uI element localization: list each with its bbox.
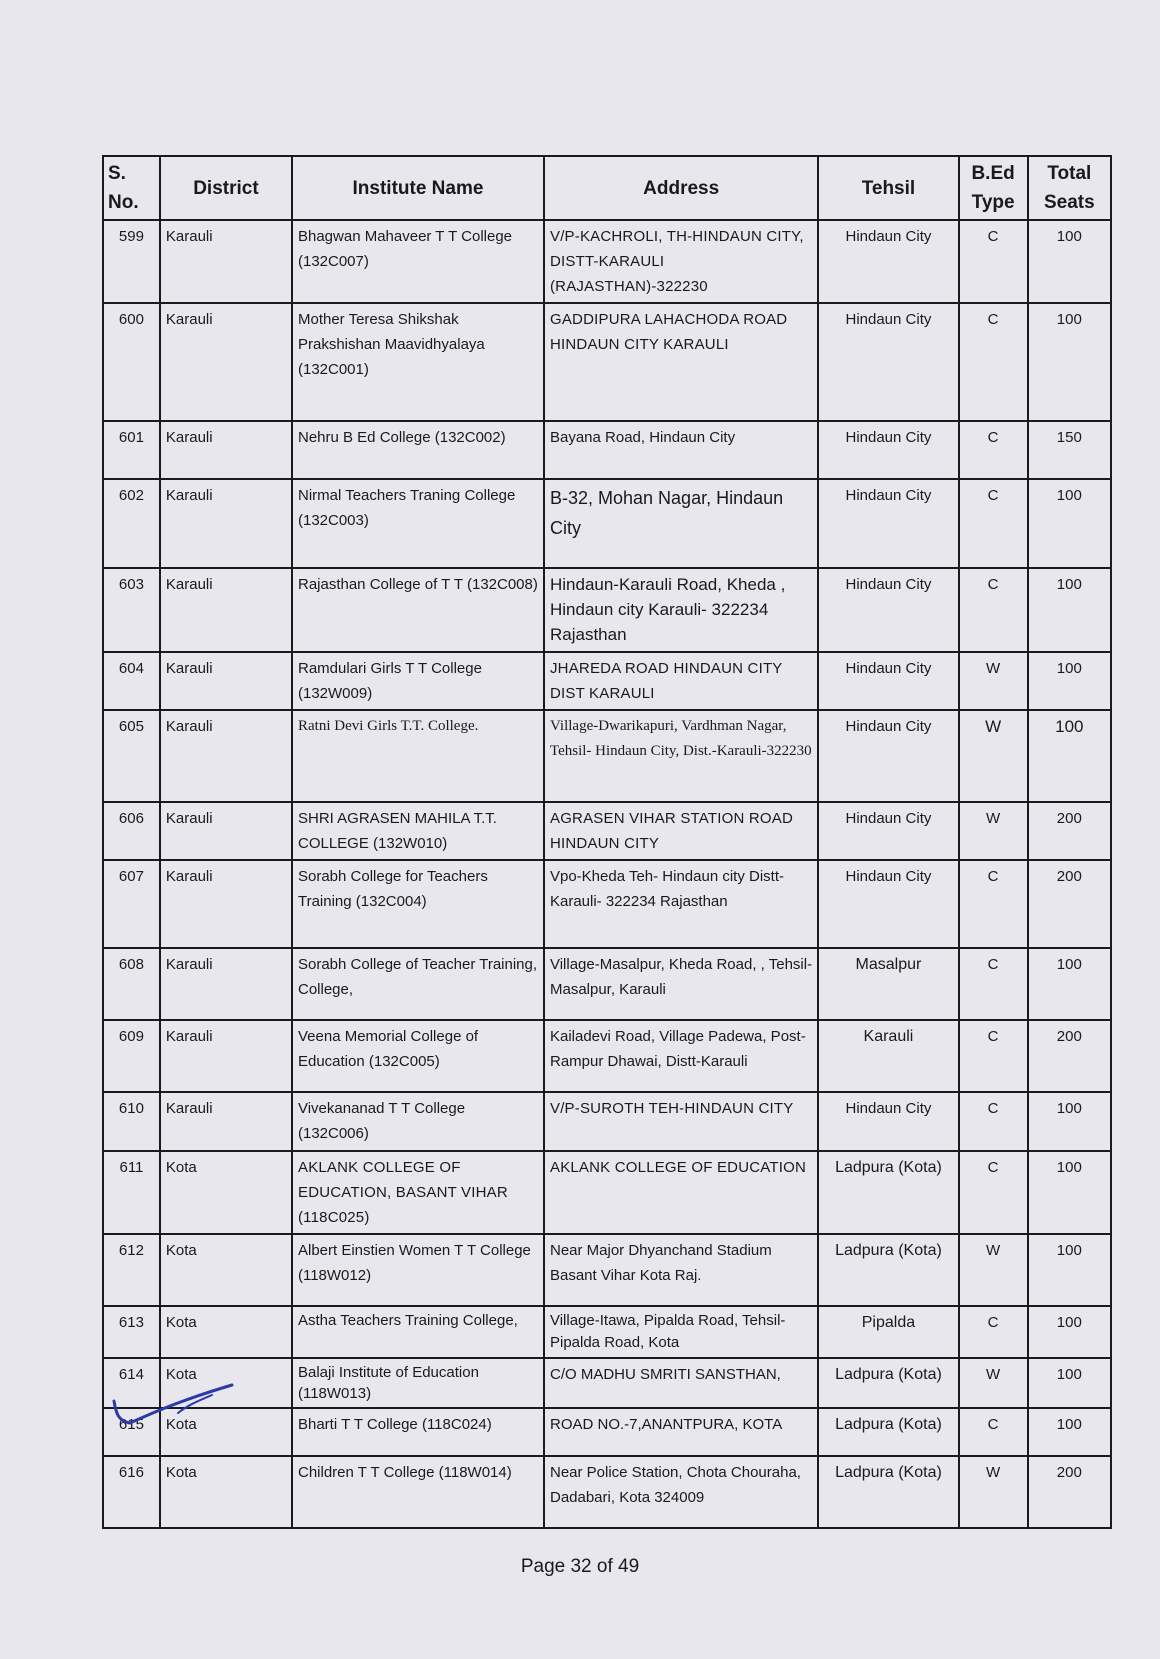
cell-type: C	[959, 1306, 1028, 1358]
cell-seats: 100	[1028, 948, 1111, 1020]
cell-address: ROAD NO.-7,ANANTPURA, KOTA	[544, 1408, 818, 1456]
cell-sno: 599	[103, 220, 160, 303]
cell-institute: Ratni Devi Girls T.T. College.	[292, 710, 544, 802]
table-row	[103, 1456, 1111, 1528]
cell-district: Kota	[160, 1234, 292, 1306]
cell-institute: Sorabh College for Teachers Training (132C004)	[292, 860, 544, 948]
cell-institute: Vivekananad T T College (132C006)	[292, 1092, 544, 1151]
cell-sno: 600	[103, 303, 160, 421]
cell-institute: Children T T College (118W014)	[292, 1456, 544, 1528]
cell-institute: AKLANK COLLEGE OF EDUCATION, BASANT VIHAR (118C025)	[292, 1151, 544, 1234]
cell-sno: 607	[103, 860, 160, 948]
table-row	[103, 860, 1111, 948]
cell-address: Hindaun-Karauli Road, Kheda , Hindaun city Karauli- 322234 Rajasthan	[544, 568, 818, 652]
cell-seats: 150	[1028, 421, 1111, 479]
cell-seats: 100	[1028, 479, 1111, 568]
cell-type: C	[959, 860, 1028, 948]
header-row	[103, 156, 1111, 220]
cell-sno: 601	[103, 421, 160, 479]
header-seats: Total Seats	[1028, 156, 1111, 220]
cell-institute: Astha Teachers Training College,	[292, 1306, 544, 1358]
cell-district: Karauli	[160, 479, 292, 568]
table-row	[103, 568, 1111, 652]
header-tehsil: Tehsil	[818, 156, 958, 220]
cell-type: C	[959, 1092, 1028, 1151]
cell-address: Bayana Road, Hindaun City	[544, 421, 818, 479]
cell-seats: 100	[1028, 303, 1111, 421]
cell-district: Kota	[160, 1408, 292, 1456]
cell-district: Karauli	[160, 421, 292, 479]
cell-district: Kota	[160, 1151, 292, 1234]
header-type: B.Ed Type	[959, 156, 1028, 220]
cell-type: C	[959, 1020, 1028, 1092]
cell-tehsil: Hindaun City	[818, 303, 958, 421]
cell-address: V/P-KACHROLI, TH-HINDAUN CITY, DISTT-KARAULI (RAJASTHAN)-322230	[544, 220, 818, 303]
cell-district: Karauli	[160, 860, 292, 948]
cell-institute: Ramdulari Girls T T College (132W009)	[292, 652, 544, 710]
cell-tehsil: Hindaun City	[818, 479, 958, 568]
table-row	[103, 1151, 1111, 1234]
cell-district: Karauli	[160, 220, 292, 303]
cell-tehsil: Hindaun City	[818, 802, 958, 860]
cell-type: C	[959, 303, 1028, 421]
cell-institute: Sorabh College of Teacher Training, College,	[292, 948, 544, 1020]
table-row	[103, 421, 1111, 479]
cell-address: AGRASEN VIHAR STATION ROAD HINDAUN CITY	[544, 802, 818, 860]
cell-district: Karauli	[160, 303, 292, 421]
cell-sno: 609	[103, 1020, 160, 1092]
table-row	[103, 220, 1111, 303]
cell-type: C	[959, 1151, 1028, 1234]
table-row	[103, 303, 1111, 421]
table-row	[103, 1092, 1111, 1151]
pen-checkmark-icon	[108, 1383, 238, 1433]
cell-seats: 200	[1028, 860, 1111, 948]
page-number: Page 32 of 49	[520, 1556, 640, 1577]
cell-institute: Albert Einstien Women T T College (118W012)	[292, 1234, 544, 1306]
cell-address: Village-Dwarikapuri, Vardhman Nagar, Tehsil- Hindaun City, Dist.-Karauli-322230	[544, 710, 818, 802]
cell-district: Kota	[160, 1358, 292, 1408]
cell-type: C	[959, 220, 1028, 303]
cell-seats: 200	[1028, 1020, 1111, 1092]
cell-tehsil: Ladpura (Kota)	[818, 1234, 958, 1306]
cell-address: Near Police Station, Chota Chouraha, Dadabari, Kota 324009	[544, 1456, 818, 1528]
cell-institute: SHRI AGRASEN MAHILA T.T. COLLEGE (132W010)	[292, 802, 544, 860]
cell-district: Karauli	[160, 568, 292, 652]
cell-seats: 100	[1028, 568, 1111, 652]
cell-sno: 606	[103, 802, 160, 860]
cell-district: Karauli	[160, 1020, 292, 1092]
cell-tehsil: Hindaun City	[818, 652, 958, 710]
cell-address: Village-Itawa, Pipalda Road, Tehsil-Pipalda Road, Kota	[544, 1306, 818, 1358]
cell-institute: Balaji Institute of Education (118W013)	[292, 1358, 544, 1408]
cell-sno: 613	[103, 1306, 160, 1358]
cell-tehsil: Karauli	[818, 1020, 958, 1092]
cell-tehsil: Hindaun City	[818, 710, 958, 802]
cell-sno: 604	[103, 652, 160, 710]
cell-sno: 612	[103, 1234, 160, 1306]
cell-institute: Nirmal Teachers Traning College (132C003)	[292, 479, 544, 568]
table-row	[103, 948, 1111, 1020]
cell-address: GADDIPURA LAHACHODA ROAD HINDAUN CITY KARAULI	[544, 303, 818, 421]
cell-sno: 611	[103, 1151, 160, 1234]
cell-institute: Rajasthan College of T T (132C008)	[292, 568, 544, 652]
cell-sno: 602	[103, 479, 160, 568]
cell-institute: Mother Teresa Shikshak Prakshishan Maavidhyalaya (132C001)	[292, 303, 544, 421]
table-row	[103, 1408, 1111, 1456]
cell-sno: 610	[103, 1092, 160, 1151]
cell-sno: 605	[103, 710, 160, 802]
cell-tehsil: Hindaun City	[818, 568, 958, 652]
cell-address: C/O MADHU SMRITI SANSTHAN,	[544, 1358, 818, 1408]
cell-address: Vpo-Kheda Teh- Hindaun city Distt-Karauli- 322234 Rajasthan	[544, 860, 818, 948]
cell-tehsil: Hindaun City	[818, 421, 958, 479]
table-row	[103, 652, 1111, 710]
cell-district: Karauli	[160, 710, 292, 802]
cell-institute: Bharti T T College (118C024)	[292, 1408, 544, 1456]
cell-type: W	[959, 1234, 1028, 1306]
institutes-table	[102, 155, 1112, 1529]
cell-institute: Nehru B Ed College (132C002)	[292, 421, 544, 479]
cell-district: Karauli	[160, 652, 292, 710]
cell-tehsil: Hindaun City	[818, 220, 958, 303]
cell-tehsil: Masalpur	[818, 948, 958, 1020]
cell-seats: 100	[1028, 652, 1111, 710]
cell-seats: 100	[1028, 1306, 1111, 1358]
cell-seats: 100	[1028, 1151, 1111, 1234]
cell-type: W	[959, 1456, 1028, 1528]
table-row	[103, 1020, 1111, 1092]
cell-institute: Bhagwan Mahaveer T T College (132C007)	[292, 220, 544, 303]
header-district: District	[160, 156, 292, 220]
table-row	[103, 710, 1111, 802]
table-row	[103, 802, 1111, 860]
cell-district: Karauli	[160, 948, 292, 1020]
cell-sno: 614	[103, 1358, 160, 1408]
table-row	[103, 479, 1111, 568]
cell-seats: 200	[1028, 802, 1111, 860]
table-row	[103, 1306, 1111, 1358]
cell-tehsil: Ladpura (Kota)	[818, 1456, 958, 1528]
cell-address: Village-Masalpur, Kheda Road, , Tehsil-Masalpur, Karauli	[544, 948, 818, 1020]
cell-sno: 603	[103, 568, 160, 652]
cell-address: JHAREDA ROAD HINDAUN CITY DIST KARAULI	[544, 652, 818, 710]
cell-type: W	[959, 1358, 1028, 1408]
cell-seats: 100	[1028, 220, 1111, 303]
cell-address: AKLANK COLLEGE OF EDUCATION	[544, 1151, 818, 1234]
cell-sno: 615	[103, 1408, 160, 1456]
header-sno: S. No.	[103, 156, 160, 220]
cell-seats: 100	[1028, 1408, 1111, 1456]
cell-district: Karauli	[160, 802, 292, 860]
cell-sno: 608	[103, 948, 160, 1020]
cell-district: Kota	[160, 1306, 292, 1358]
cell-address: V/P-SUROTH TEH-HINDAUN CITY	[544, 1092, 818, 1151]
cell-tehsil: Hindaun City	[818, 860, 958, 948]
header-address: Address	[544, 156, 818, 220]
cell-seats: 100	[1028, 710, 1111, 802]
cell-type: C	[959, 479, 1028, 568]
cell-type: C	[959, 948, 1028, 1020]
cell-seats: 200	[1028, 1456, 1111, 1528]
header-institute: Institute Name	[292, 156, 544, 220]
cell-address: Near Major Dhyanchand Stadium Basant Vihar Kota Raj.	[544, 1234, 818, 1306]
cell-tehsil: Ladpura (Kota)	[818, 1408, 958, 1456]
cell-type: C	[959, 568, 1028, 652]
cell-tehsil: Ladpura (Kota)	[818, 1151, 958, 1234]
cell-seats: 100	[1028, 1358, 1111, 1408]
cell-seats: 100	[1028, 1234, 1111, 1306]
cell-tehsil: Ladpura (Kota)	[818, 1358, 958, 1408]
cell-district: Kota	[160, 1456, 292, 1528]
cell-type: C	[959, 1408, 1028, 1456]
cell-type: W	[959, 652, 1028, 710]
cell-type: C	[959, 421, 1028, 479]
cell-seats: 100	[1028, 1092, 1111, 1151]
cell-tehsil: Hindaun City	[818, 1092, 958, 1151]
table-row	[103, 1234, 1111, 1306]
cell-type: W	[959, 802, 1028, 860]
cell-sno: 616	[103, 1456, 160, 1528]
cell-tehsil: Pipalda	[818, 1306, 958, 1358]
cell-address: Kailadevi Road, Village Padewa, Post- Rampur Dhawai, Distt-Karauli	[544, 1020, 818, 1092]
table-row	[103, 1358, 1111, 1408]
cell-type: W	[959, 710, 1028, 802]
cell-institute: Veena Memorial College of Education (132C005)	[292, 1020, 544, 1092]
cell-district: Karauli	[160, 1092, 292, 1151]
cell-address: B-32, Mohan Nagar, Hindaun City	[544, 479, 818, 568]
